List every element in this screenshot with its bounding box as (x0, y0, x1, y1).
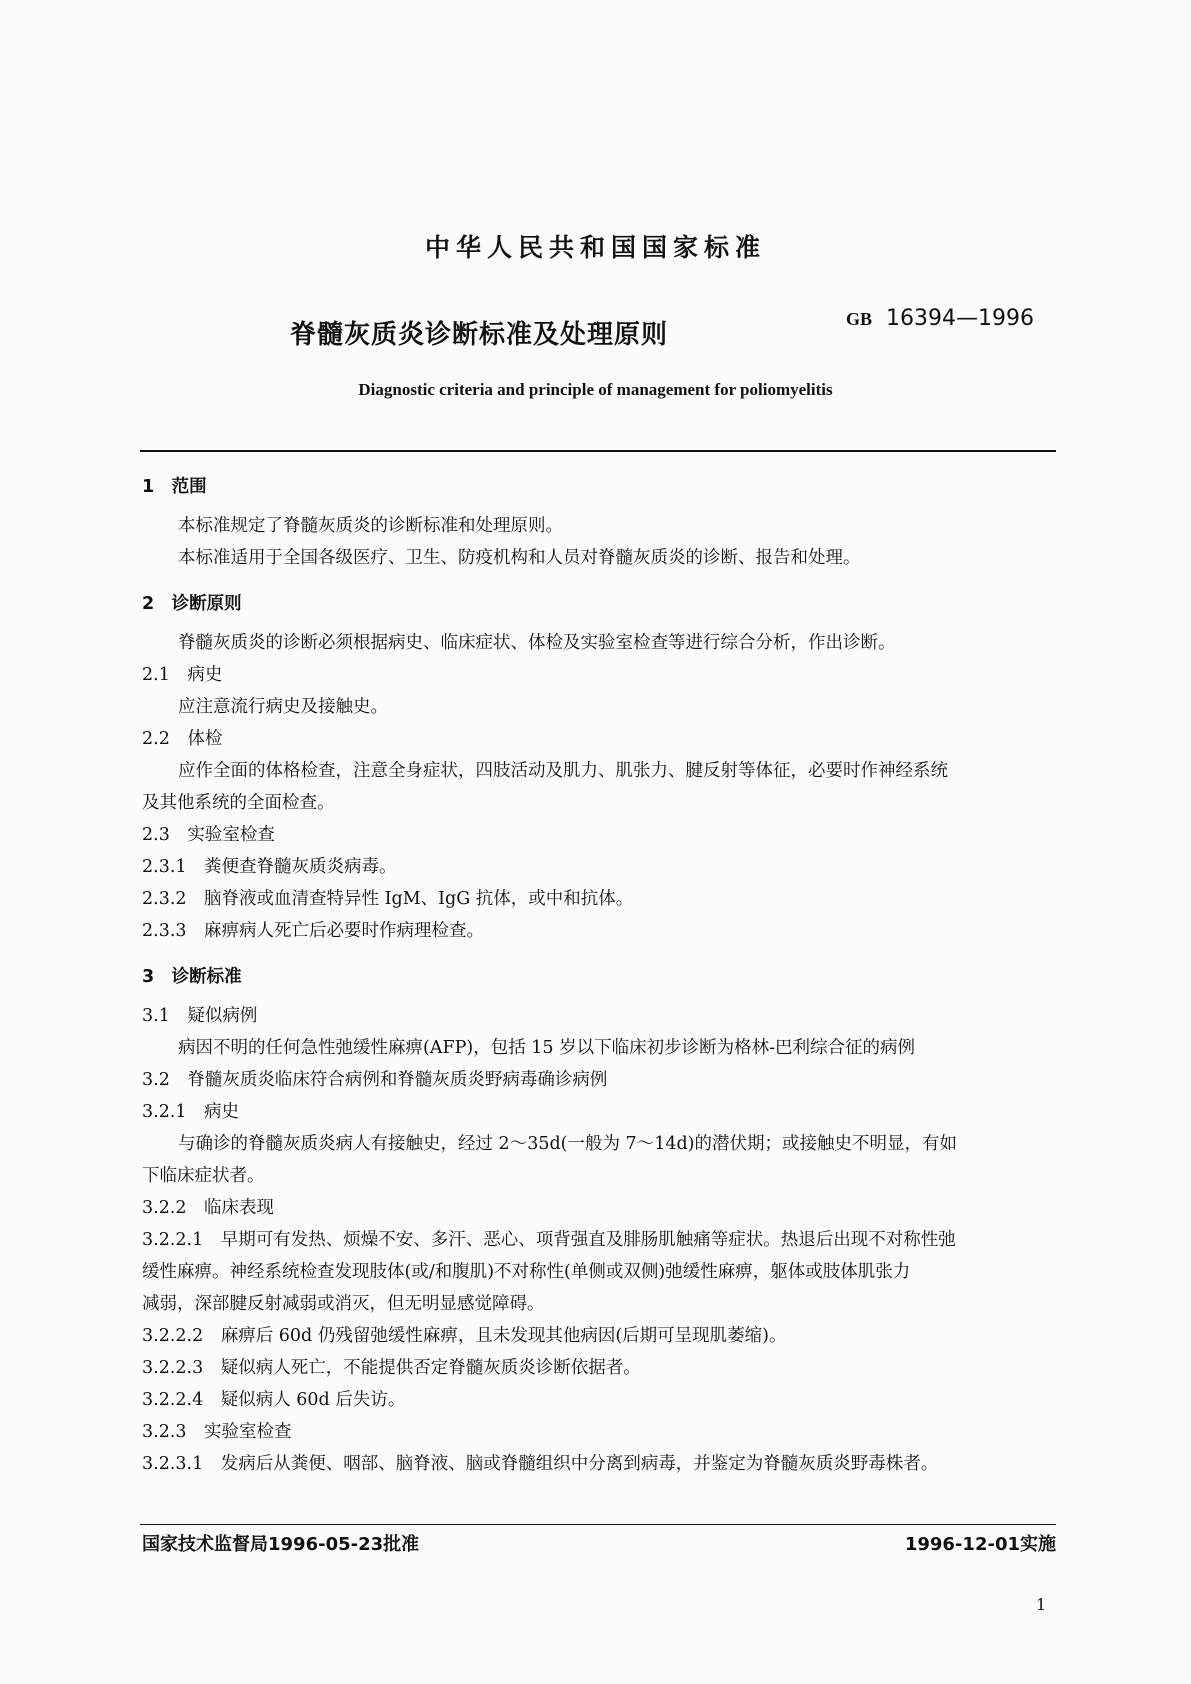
section-1-paragraph: 本标准适用于全国各级医疗、卫生、防疫机构和人员对脊髓灰质炎的诊断、报告和处理。 (178, 548, 861, 568)
section-2-2-heading: 2.2 体检 (142, 729, 223, 749)
section-3-heading: 3 诊断标准 (142, 967, 242, 987)
document-title-en: Diagnostic criteria and principle of management for poliomyelitis (358, 380, 833, 399)
section-3-2-1-paragraph: 下临床症状者。 (142, 1166, 265, 1186)
section-3-1-paragraph: 病因不明的任何急性弛缓性麻痹(AFP)，包括 15 岁以下临床初步诊断为格林-巴利综合征的病例 (178, 1038, 916, 1058)
section-3-2-heading: 3.2 脊髓灰质炎临床符合病例和脊髓灰质炎野病毒确诊病例 (142, 1070, 608, 1090)
section-3-2-3-heading: 3.2.3 实验室检查 (142, 1422, 292, 1442)
implementation-date: 1996-12-01实施 (904, 1534, 1056, 1555)
national-standard-heading: 中华人民共和国国家标准 (424, 233, 766, 262)
section-2-2-paragraph: 应作全面的体格检查，注意全身症状，四肢活动及肌力、肌张力、腱反射等体征，必要时作神经系统 (178, 761, 948, 781)
section-2-3-3: 2.3.3 麻痹病人死亡后必要时作病理检查。 (142, 921, 485, 941)
section-2-3-heading: 2.3 实验室检查 (142, 825, 275, 845)
section-2-paragraph: 脊髓灰质炎的诊断必须根据病史、临床症状、体检及实验室检查等进行综合分析，作出诊断。 (178, 633, 896, 653)
section-3-2-2-1: 缓性麻痹。神经系统检查发现肢体(或/和腹肌)不对称性(单侧或双侧)弛缓性麻痹，躯体或肢体肌张力 (142, 1262, 911, 1282)
section-3-2-2-heading: 3.2.2 临床表现 (142, 1198, 275, 1218)
section-1-paragraph: 本标准规定了脊髓灰质炎的诊断标准和处理原则。 (178, 516, 563, 536)
standard-number (846, 306, 1034, 331)
section-2-heading: 2 诊断原则 (142, 594, 242, 614)
page-number: 1 (1036, 1595, 1047, 1614)
section-2-2-paragraph: 及其他系统的全面检查。 (142, 793, 335, 813)
document-title-cn: 脊髓灰质炎诊断标准及处理原则 (290, 320, 669, 350)
section-2-3-1: 2.3.1 粪便查脊髓灰质炎病毒。 (142, 857, 397, 877)
section-2-1-heading: 2.1 病史 (142, 665, 223, 685)
section-1-heading: 1 范围 (142, 477, 207, 497)
section-3-2-2-2: 3.2.2.2 麻痹后 60d 仍残留弛缓性麻痹，且未发现其他病因(后期可呈现肌萎缩)。 (142, 1326, 787, 1346)
section-2-3-2: 2.3.2 脑脊液或血清查特异性 IgM、IgG 抗体，或中和抗体。 (142, 889, 634, 909)
section-3-2-1-heading: 3.2.1 病史 (142, 1102, 240, 1122)
standard-prefix: GB (846, 309, 873, 329)
section-3-2-2-1: 3.2.2.1 早期可有发热、烦燥不安、多汗、恶心、项背强直及腓肠肌触痛等症状。热退后出现不对称性弛 (142, 1230, 956, 1250)
section-2-1-paragraph: 应注意流行病史及接触史。 (178, 697, 388, 717)
section-3-2-1-paragraph: 与确诊的脊髓灰质炎病人有接触史，经过 2～35d(一般为 7～14d)的潜伏期；或接触史不明显，有如 (178, 1134, 957, 1154)
section-3-2-2-4: 3.2.2.4 疑似病人 60d 后失访。 (142, 1390, 406, 1410)
section-3-2-2-1: 减弱，深部腱反射减弱或消灭，但无明显感觉障碍。 (142, 1294, 545, 1314)
standard-code: 16394—1996 (886, 306, 1034, 331)
section-3-2-2-3: 3.2.2.3 疑似病人死亡，不能提供否定脊髓灰质炎诊断依据者。 (142, 1358, 641, 1378)
section-3-2-3-1: 3.2.3.1 发病后从粪便、咽部、脑脊液、脑或脊髓组织中分离到病毒，并鉴定为脊髓灰质炎野毒株者。 (142, 1454, 939, 1474)
section-3-1-heading: 3.1 疑似病例 (142, 1006, 258, 1026)
footer-divider (140, 1524, 1056, 1525)
header-divider (140, 450, 1056, 452)
approval-line: 国家技术监督局1996-05-23批准 (142, 1534, 420, 1555)
